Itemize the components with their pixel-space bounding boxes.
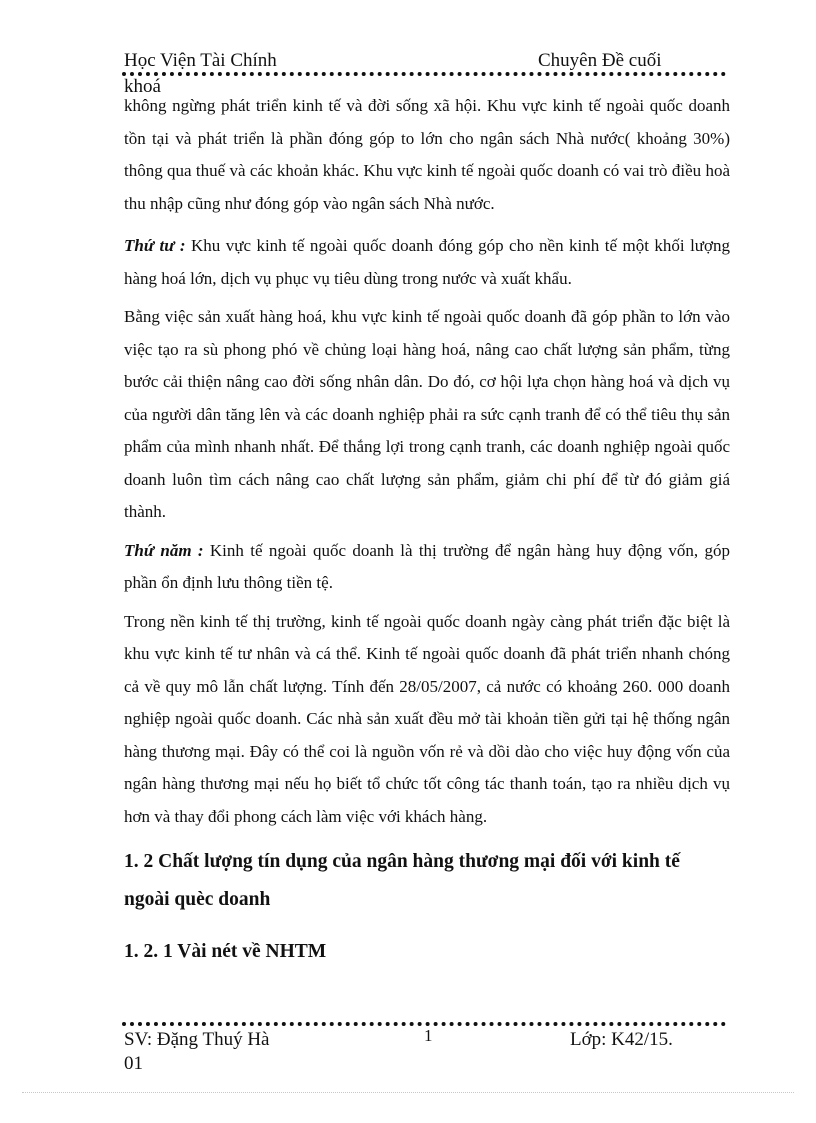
paragraph-4: [124, 535, 730, 600]
header-divider: [122, 72, 726, 76]
paragraph-1: không ngừng phát triển kinh tế và đời sống xã hội. Khu vực kinh tế ngoài quốc doanh tồn tại và phát triển là phần đóng góp to lớn cho ngân sách Nhà nước( khoảng 30%) thông qua thuế và các khoản khác. Khu vực kinh tế ngoài quốc doanh có vai trò điều hoà thu nhập cũng như đóng góp vào ngân sách Nhà nước.: [124, 96, 730, 213]
document-body: [124, 90, 730, 985]
paragraph-2: [124, 230, 730, 295]
header-institution: Học Viện Tài Chính: [124, 50, 277, 71]
paragraph-3: Bằng việc sản xuất hàng hoá, khu vực kinh tế ngoài quốc doanh đã góp phần to lớn vào việc tạo ra sù phong phó về chủng loại hàng hoá, nâng cao chất lượng sản phẩm, từng bước cải thiện nâng cao đời sống nhân dân. Do đó, cơ hội lựa chọn hàng hoá và dịch vụ của người dân tăng lên và các doanh nghiệp phải ra sức cạnh tranh để có thể tiêu thụ sản phẩm của mình nhanh nhất. Để thắng lợi trong cạnh tranh, các doanh nghiệp ngoài quốc doanh luôn tìm cách nâng cao chất lượng sản phẩm, giảm chi phí để từ đó giảm giá thành.: [124, 307, 730, 521]
paragraph-4-lead: Thứ năm :: [124, 540, 204, 560]
header-title: Chuyên Đề cuối: [538, 50, 662, 71]
paragraph-2-text: Khu vực kinh tế ngoài quốc doanh đóng góp cho nền kinh tế một khối lượng hàng hoá lớn, dịch vụ phục vụ tiêu dùng trong nước và xuất khẩu.: [124, 236, 730, 288]
footer-class-wrap: 01: [124, 1053, 143, 1074]
section-heading-1-2: 1. 2 Chất lượng tín dụng của ngân hàng thương mại đối với kinh tế ngoài quèc doanh: [124, 851, 680, 910]
page-bottom-edge: [22, 1092, 794, 1093]
paragraph-5: Trong nền kinh tế thị trường, kinh tế ngoài quốc doanh ngày càng phát triển đặc biệt là khu vực kinh tế tư nhân và cá thể. Kinh tế ngoài quốc doanh đã phát triển nhanh chóng cả về quy mô lẫn chất lượng. Tính đến 28/05/2007, cả nước có khoảng 260. 000 doanh nghiệp ngoài quốc doanh. Các nhà sản xuất đều mở tài khoản tiền gửi tại hệ thống ngân hàng thương mại. Đây có thể coi là nguồn vốn rẻ và dồi dào cho việc huy động vốn của ngân hàng thương mại nếu họ biết tổ chức tốt công tác thanh toán, tạo ra nhiều dịch vụ hơn và thay đổi phong cách làm việc với khách hàng.: [124, 611, 730, 826]
header-title-wrap: khoá: [124, 76, 161, 97]
paragraph-4-text: Kinh tế ngoài quốc doanh là thị trường để ngân hàng huy động vốn, góp phần ổn định lưu thông tiền tệ.: [124, 540, 730, 592]
page-number: 1: [424, 1026, 433, 1045]
footer-student: SV: Đặng Thuý Hà: [124, 1029, 270, 1050]
section-heading-1-2-1: 1. 2. 1 Vài nét về NHTM: [124, 941, 327, 962]
footer-class: Lớp: K42/15.: [570, 1029, 673, 1050]
paragraph-2-lead: Thứ tư :: [124, 236, 186, 255]
